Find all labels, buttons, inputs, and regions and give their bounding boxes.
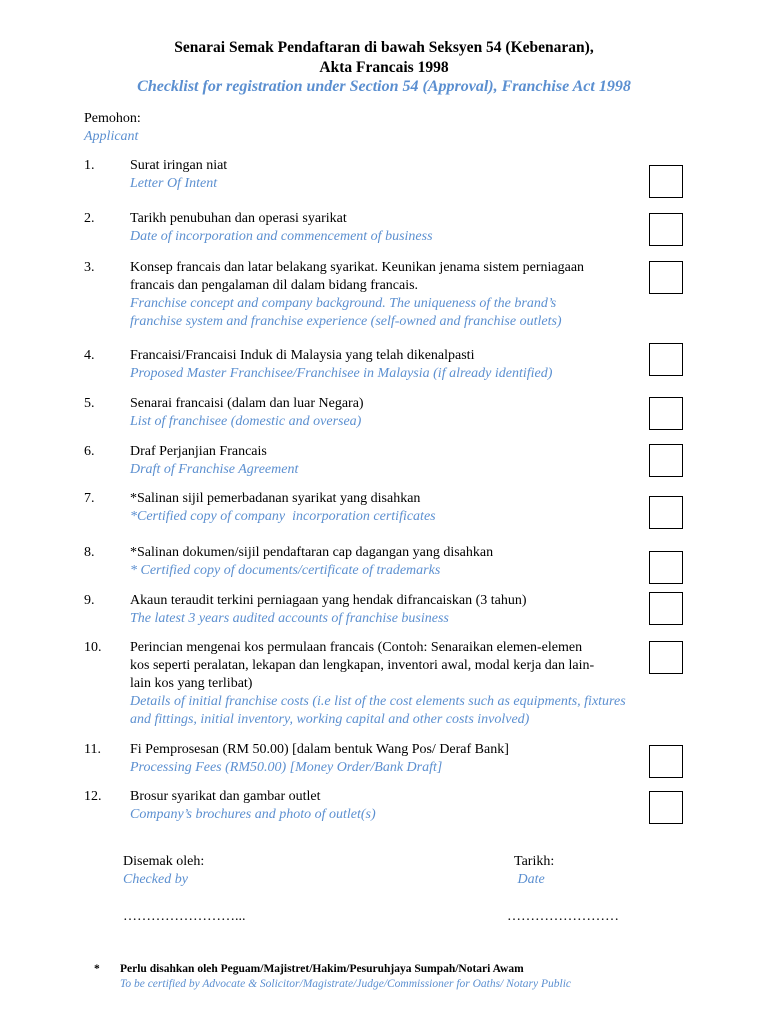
item-text-malay: Fi Pemprosesan (RM 50.00) [dalam bentuk Wang Pos/ Deraf Bank] bbox=[130, 742, 509, 757]
checklist-item bbox=[130, 490, 675, 526]
item-text-english: Letter Of Intent bbox=[130, 176, 218, 191]
applicant-label-english: Applicant bbox=[84, 129, 139, 144]
checkbox-item-7[interactable] bbox=[649, 496, 683, 529]
item-text-english: *Certified copy of company incorporation certificates bbox=[130, 509, 436, 524]
item-text-english: Company’s brochures and photo of outlet(s) bbox=[130, 807, 376, 822]
item-text-malay: kos seperti peralatan, lekapan dan lengkapan, inventori awal, modal kerja dan lain- bbox=[130, 658, 595, 673]
item-text-malay: Perincian mengenai kos permulaan francais (Contoh: Senaraikan elemen-elemen bbox=[130, 640, 583, 655]
checked-by-label: Disemak oleh: bbox=[123, 854, 205, 869]
item-text-english: Franchise concept and company background. The uniqueness of the brand’s bbox=[130, 296, 557, 311]
checkbox-item-6[interactable] bbox=[649, 444, 683, 477]
footnote-english: To be certified by Advocate & Solicitor/Magistrate/Judge/Commissioner for Oaths/ Notary Public bbox=[120, 978, 572, 990]
item-text-malay: Draf Perjanjian Francais bbox=[130, 444, 267, 459]
checkbox-item-3[interactable] bbox=[649, 261, 683, 294]
item-text-malay: *Salinan sijil pemerbadanan syarikat yang disahkan bbox=[130, 491, 421, 506]
footnote-malay: Perlu disahkan oleh Peguam/Majistret/Hakim/Pesuruhjaya Sumpah/Notari Awam bbox=[120, 963, 524, 975]
item-number: 5. bbox=[84, 396, 95, 411]
checkbox-item-5[interactable] bbox=[649, 397, 683, 430]
item-number: 2. bbox=[84, 211, 95, 226]
item-text-malay: lain kos yang terlibat) bbox=[130, 676, 253, 691]
checked-by-signature-line[interactable]: ……………………... bbox=[123, 909, 246, 924]
title-malay-line-2: Akta Francais 1998 bbox=[319, 59, 449, 76]
checkbox-item-10[interactable] bbox=[649, 641, 683, 674]
checklist-item bbox=[130, 443, 675, 479]
checkbox-item-9[interactable] bbox=[649, 592, 683, 625]
checklist-item bbox=[130, 157, 675, 193]
checklist-item bbox=[130, 639, 675, 729]
title-english: Checklist for registration under Section 54 (Approval), Franchise Act 1998 bbox=[137, 78, 631, 95]
checklist-item bbox=[130, 395, 675, 431]
item-text-english: Details of initial franchise costs (i.e list of the cost elements such as equipments, fixtures bbox=[130, 694, 626, 709]
item-text-malay: Francaisi/Francaisi Induk di Malaysia yang telah dikenalpasti bbox=[130, 348, 475, 363]
checklist-item bbox=[130, 259, 675, 331]
item-text-english: Draft of Franchise Agreement bbox=[130, 462, 299, 477]
item-number: 11. bbox=[84, 742, 101, 757]
checklist-item bbox=[130, 347, 675, 383]
item-text-english: Processing Fees (RM50.00) [Money Order/Bank Draft] bbox=[130, 760, 443, 775]
item-number: 12. bbox=[84, 789, 102, 804]
date-label-english: Date bbox=[514, 872, 545, 887]
item-number: 9. bbox=[84, 593, 95, 608]
checkbox-item-12[interactable] bbox=[649, 791, 683, 824]
item-number: 10. bbox=[84, 640, 102, 655]
item-text-malay: Akaun teraudit terkini perniagaan yang hendak difrancaiskan (3 tahun) bbox=[130, 593, 527, 608]
checklist-item bbox=[130, 210, 675, 246]
item-text-english: * Certified copy of documents/certificate of trademarks bbox=[130, 563, 441, 578]
checkbox-item-11[interactable] bbox=[649, 745, 683, 778]
item-text-english: List of franchisee (domestic and oversea) bbox=[130, 414, 362, 429]
item-text-malay: Konsep francais dan latar belakang syarikat. Keunikan jenama sistem perniagaan bbox=[130, 260, 585, 275]
item-text-english: franchise system and franchise experience (self-owned and franchise outlets) bbox=[130, 314, 562, 329]
checklist-item bbox=[130, 544, 675, 580]
checkbox-item-8[interactable] bbox=[649, 551, 683, 584]
item-text-english: Proposed Master Franchisee/Franchisee in Malaysia (if already identified) bbox=[130, 366, 553, 381]
item-text-english: and fittings, initial inventory, working capital and other costs involved) bbox=[130, 712, 530, 727]
item-number: 3. bbox=[84, 260, 95, 275]
title-malay-line-1: Senarai Semak Pendaftaran di bawah Seksyen 54 (Kebenaran), bbox=[174, 39, 594, 56]
checkbox-item-4[interactable] bbox=[649, 343, 683, 376]
checklist-item bbox=[130, 741, 675, 777]
item-text-malay: *Salinan dokumen/sijil pendaftaran cap dagangan yang disahkan bbox=[130, 545, 494, 560]
item-number: 1. bbox=[84, 158, 95, 173]
checkbox-item-1[interactable] bbox=[649, 165, 683, 198]
item-number: 8. bbox=[84, 545, 95, 560]
item-number: 7. bbox=[84, 491, 95, 506]
item-text-malay: Senarai francaisi (dalam dan luar Negara) bbox=[130, 396, 364, 411]
item-text-malay: Tarikh penubuhan dan operasi syarikat bbox=[130, 211, 347, 226]
checkbox-item-2[interactable] bbox=[649, 213, 683, 246]
item-number: 6. bbox=[84, 444, 95, 459]
item-text-malay: francais dan pengalaman dil dalam bidang francais. bbox=[130, 278, 419, 293]
checked-by-label-english: Checked by bbox=[123, 872, 188, 887]
checklist-item bbox=[130, 788, 675, 824]
item-text-english: The latest 3 years audited accounts of franchise business bbox=[130, 611, 449, 626]
date-signature-line[interactable]: …………………… bbox=[507, 909, 619, 924]
item-text-malay: Brosur syarikat dan gambar outlet bbox=[130, 789, 321, 804]
applicant-label: Pemohon: bbox=[84, 111, 141, 126]
item-number: 4. bbox=[84, 348, 95, 363]
footnote-asterisk: * bbox=[94, 963, 100, 975]
date-label: Tarikh: bbox=[514, 854, 555, 869]
checklist-item bbox=[130, 592, 675, 628]
item-text-english: Date of incorporation and commencement of business bbox=[130, 229, 433, 244]
item-text-malay: Surat iringan niat bbox=[130, 158, 228, 173]
